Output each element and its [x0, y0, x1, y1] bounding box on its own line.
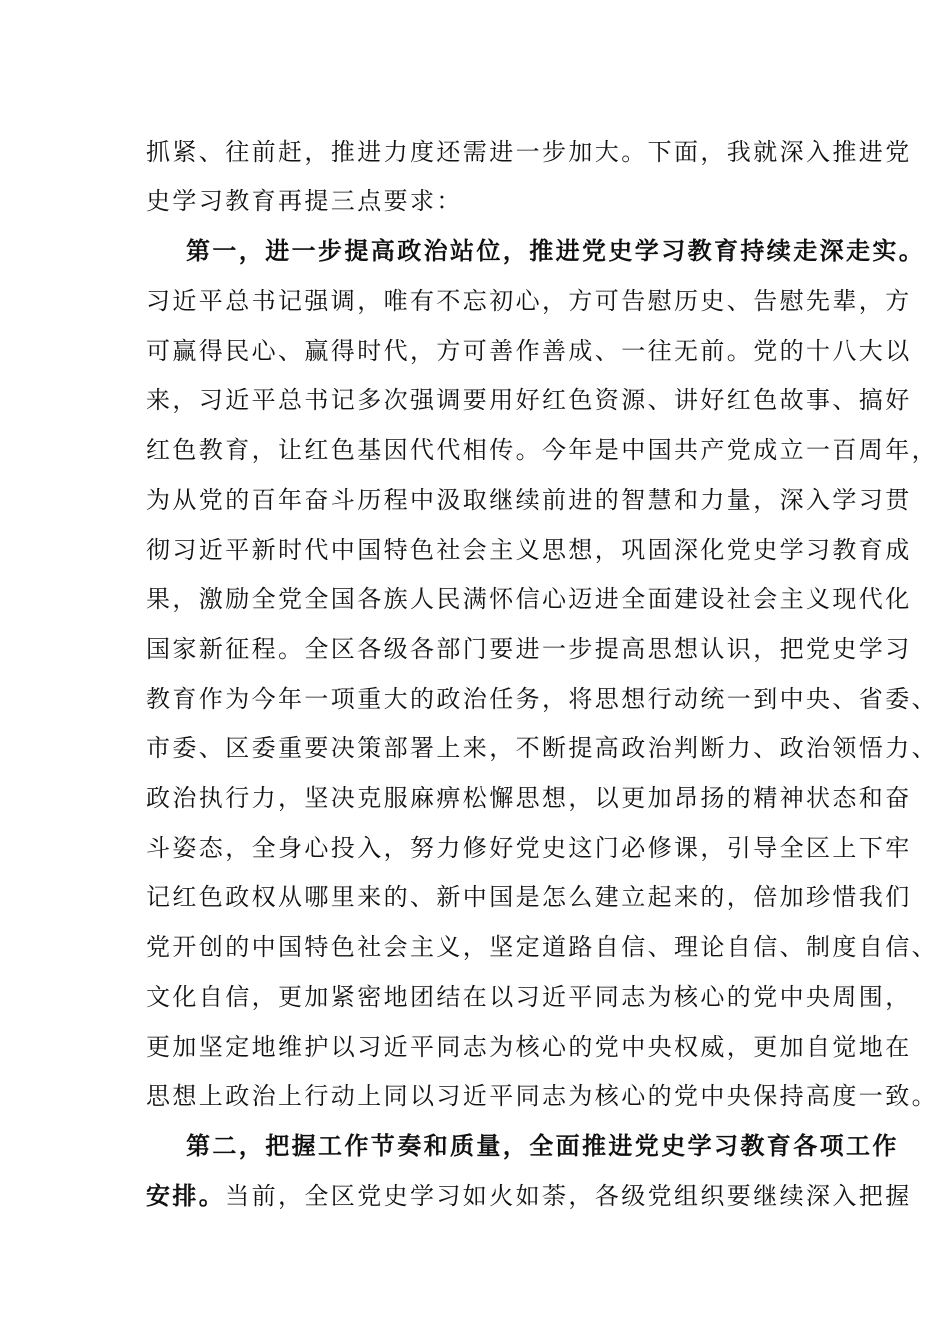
body-line: 国家新征程。全区各级各部门要进一步提高思想认识，把党史学习: [146, 635, 912, 663]
body-line: 果，激励全党全国各族人民满怀信心迈进全面建设社会主义现代化: [146, 585, 912, 613]
body-line: 红色教育，让红色基因代代相传。今年是中国共产党成立一百周年，: [146, 436, 938, 464]
body-line: 更加坚定地维护以习近平同志为核心的党中央权威，更加自觉地在: [146, 1033, 912, 1061]
body-line: 抓紧、往前赶，推进力度还需进一步加大。下面，我就深入推进党: [146, 138, 912, 166]
body-line: 可赢得民心、赢得时代，方可善作善成、一往无前。党的十八大以: [146, 337, 912, 365]
body-line: 思想上政治上行动上同以习近平同志为核心的党中央保持高度一致。: [146, 1082, 938, 1110]
section-heading-1: 第一，进一步提高政治站位，推进党史学习教育持续走深走实。: [186, 236, 926, 265]
body-line: 教育作为今年一项重大的政治任务，将思想行动统一到中央、省委、: [146, 685, 938, 713]
body-line: 记红色政权从哪里来的、新中国是怎么建立起来的，倍加珍惜我们: [146, 883, 912, 911]
section-heading-2-continuation: 安排。: [146, 1181, 226, 1210]
body-line: [146, 1181, 912, 1211]
body-text: 当前，全区党史学习如火如荼，各级党组织要继续深入把握: [225, 1182, 912, 1210]
body-line: 习近平总书记强调，唯有不忘初心，方可告慰历史、告慰先辈，方: [146, 287, 912, 315]
body-line: 市委、区委重要决策部署上来，不断提高政治判断力、政治领悟力、: [146, 734, 938, 762]
body-line: 来，习近平总书记多次强调要用好红色资源、讲好红色故事、搞好: [146, 386, 912, 414]
section-heading-2: 第二，把握工作节奏和质量，全面推进党史学习教育各项工作: [186, 1131, 899, 1160]
body-line: 彻习近平新时代中国特色社会主义思想，巩固深化党史学习教育成: [146, 536, 912, 564]
body-line: 史学习教育再提三点要求：: [146, 187, 463, 215]
body-line: 斗姿态，全身心投入，努力修好党史这门必修课，引导全区上下牢: [146, 834, 912, 862]
body-line: 党开创的中国特色社会主义，坚定道路自信、理论自信、制度自信、: [146, 933, 938, 961]
body-line: 文化自信，更加紧密地团结在以习近平同志为核心的党中央周围，: [146, 983, 912, 1011]
body-line: 政治执行力，坚决克服麻痹松懈思想，以更加昂扬的精神状态和奋: [146, 784, 912, 812]
body-line: 为从党的百年奋斗历程中汲取继续前进的智慧和力量，深入学习贯: [146, 486, 912, 514]
